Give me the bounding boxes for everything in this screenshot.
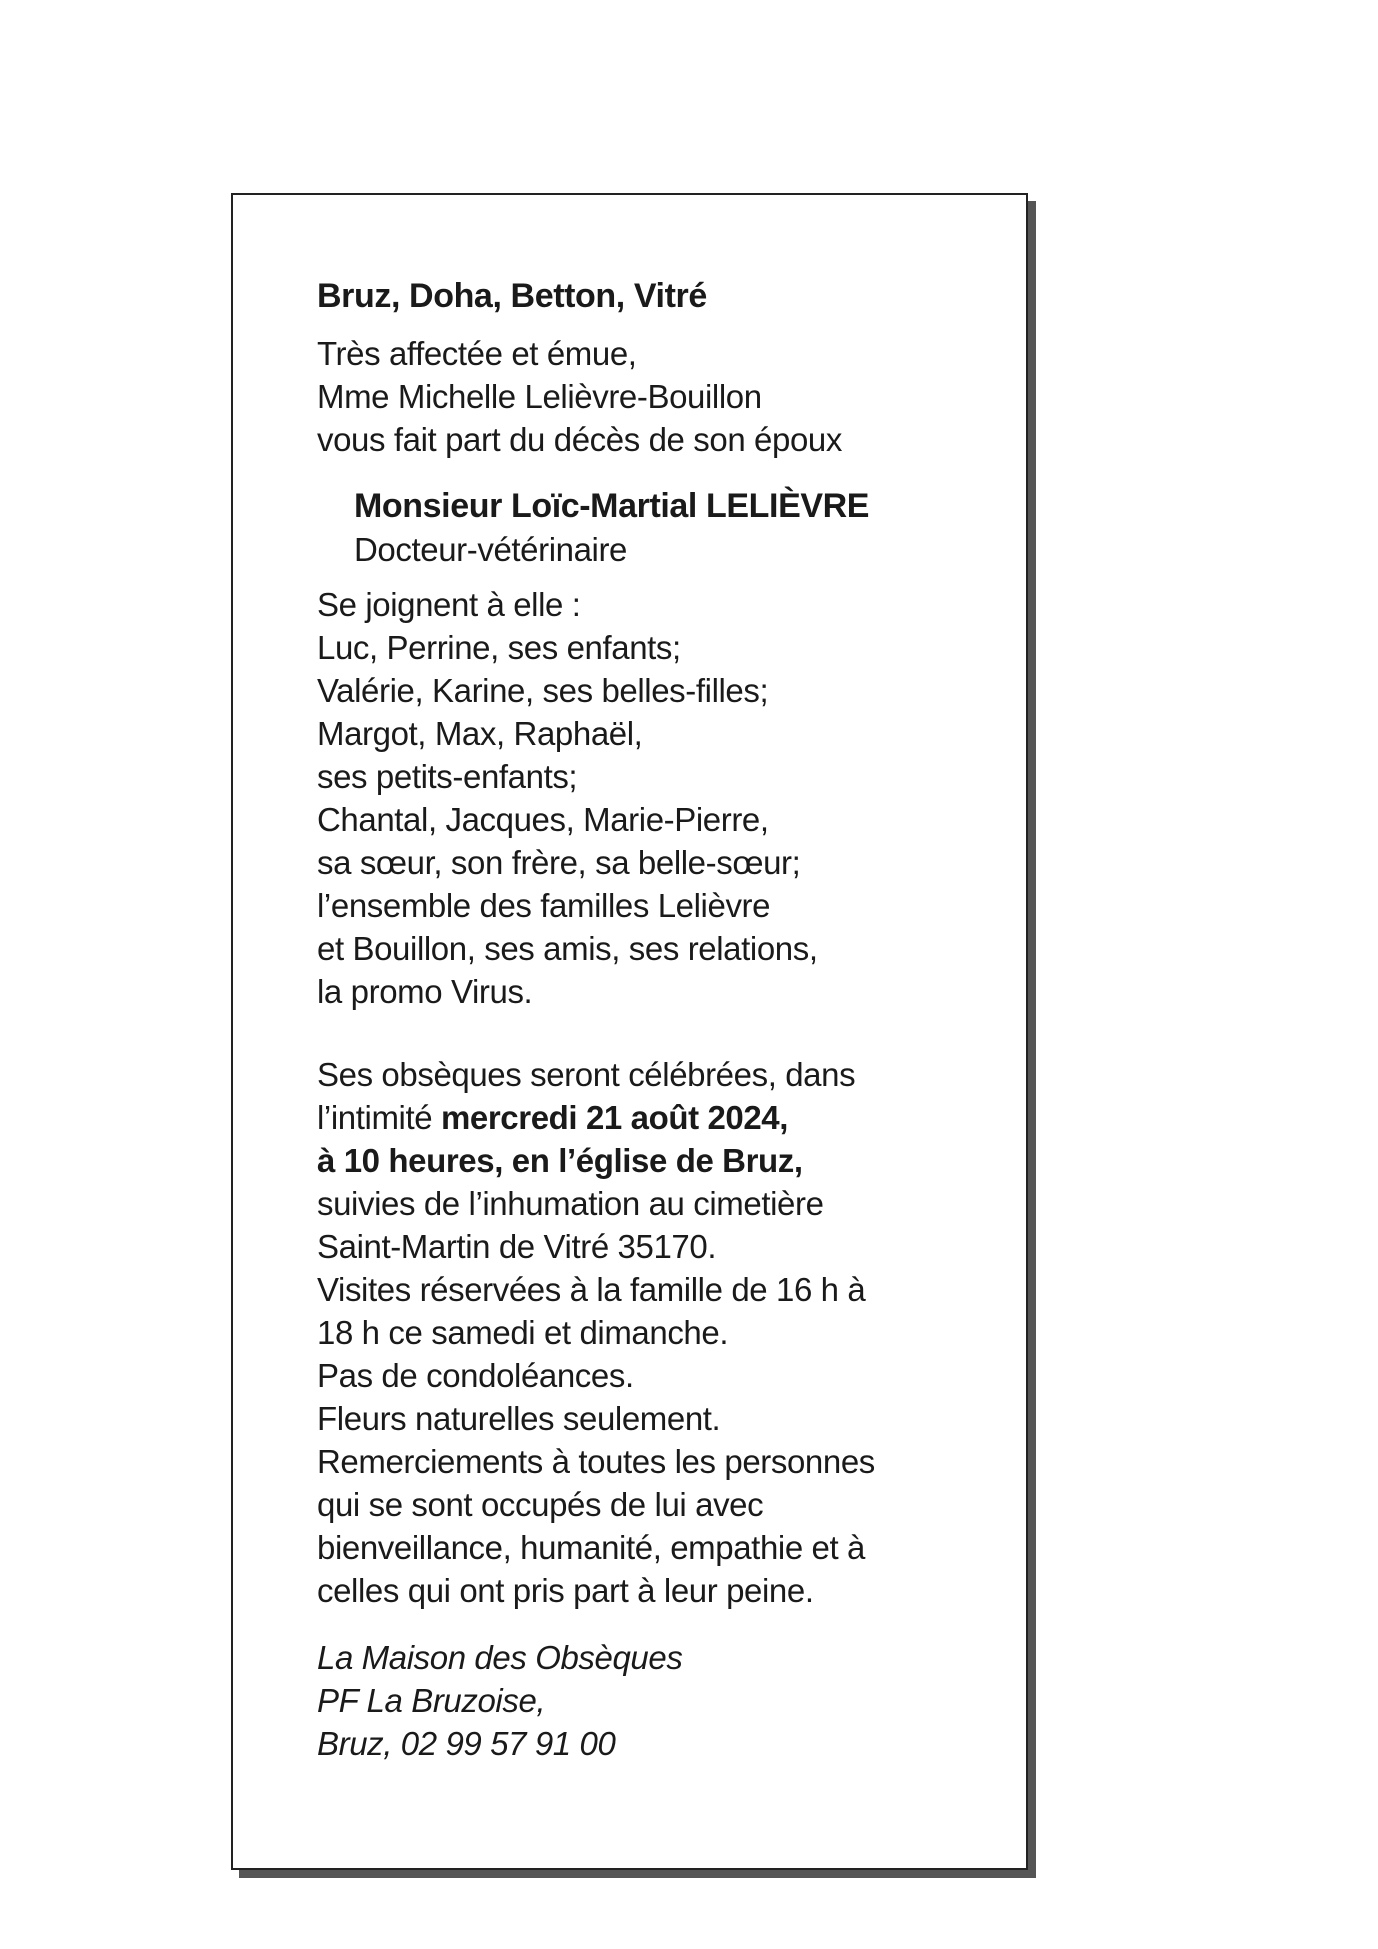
intro-line: Très affectée et émue, <box>317 335 637 372</box>
funeral-home-line: Bruz, 02 99 57 91 00 <box>317 1725 616 1762</box>
ceremony-time-place: à 10 heures, en l’église de Bruz, <box>317 1142 803 1179</box>
ceremony-line: qui se sont occupés de lui avec <box>317 1486 764 1523</box>
ceremony-line: Visites réservées à la famille de 16 h à <box>317 1271 866 1308</box>
notice-content <box>317 275 1007 1765</box>
notice-heading: Bruz, Doha, Betton, Vitré <box>317 277 707 315</box>
ceremony-date: mercredi 21 août 2024, <box>440 1099 789 1136</box>
ceremony-line: Fleurs naturelles seulement. <box>317 1400 721 1437</box>
family-line: Margot, Max, Raphaël, <box>317 715 643 752</box>
family-line: la promo Virus. <box>317 973 533 1010</box>
family-line: l’ensemble des familles Lelièvre <box>317 887 771 924</box>
family-line: Chantal, Jacques, Marie-Pierre, <box>317 801 769 838</box>
family-line: ses petits-enfants; <box>317 758 578 795</box>
ceremony-line: 18 h ce samedi et dimanche. <box>317 1314 729 1351</box>
funeral-home-block <box>317 1636 1007 1765</box>
deceased-title: Docteur-vétérinaire <box>354 531 628 568</box>
intro-line: vous fait part du décès de son époux <box>317 421 842 458</box>
ceremony-line: Saint-Martin de Vitré 35170. <box>317 1228 717 1265</box>
family-line: Valérie, Karine, ses belles-filles; <box>317 672 769 709</box>
intro-block <box>317 332 1007 461</box>
funeral-home-line: La Maison des Obsèques <box>317 1639 683 1676</box>
ceremony-line: suivies de l’inhumation au cimetière <box>317 1185 824 1222</box>
ceremony-line: bienveillance, humanité, empathie et à <box>317 1529 865 1566</box>
ceremony-line: Remerciements à toutes les personnes <box>317 1443 875 1480</box>
funeral-home-line: PF La Bruzoise, <box>317 1682 546 1719</box>
family-line: Luc, Perrine, ses enfants; <box>317 629 681 666</box>
ceremony-date-line <box>317 1096 1007 1139</box>
family-line: Se joignent à elle : <box>317 586 581 623</box>
ceremony-block <box>317 1053 1007 1612</box>
ceremony-line: celles qui ont pris part à leur peine. <box>317 1572 814 1609</box>
family-line: sa sœur, son frère, sa belle-sœur; <box>317 844 801 881</box>
ceremony-line: Ses obsèques seront célébrées, dans <box>317 1056 856 1093</box>
deceased-name: Monsieur Loïc-Martial LELIÈVRE <box>354 487 870 525</box>
obituary-notice <box>231 193 1028 1870</box>
ceremony-line: Pas de condoléances. <box>317 1357 634 1394</box>
intro-line: Mme Michelle Lelièvre-Bouillon <box>317 378 762 415</box>
family-block <box>317 583 1007 1013</box>
family-line: et Bouillon, ses amis, ses relations, <box>317 930 818 967</box>
ceremony-prefix: l’intimité <box>317 1099 441 1136</box>
deceased-block <box>317 485 1007 571</box>
